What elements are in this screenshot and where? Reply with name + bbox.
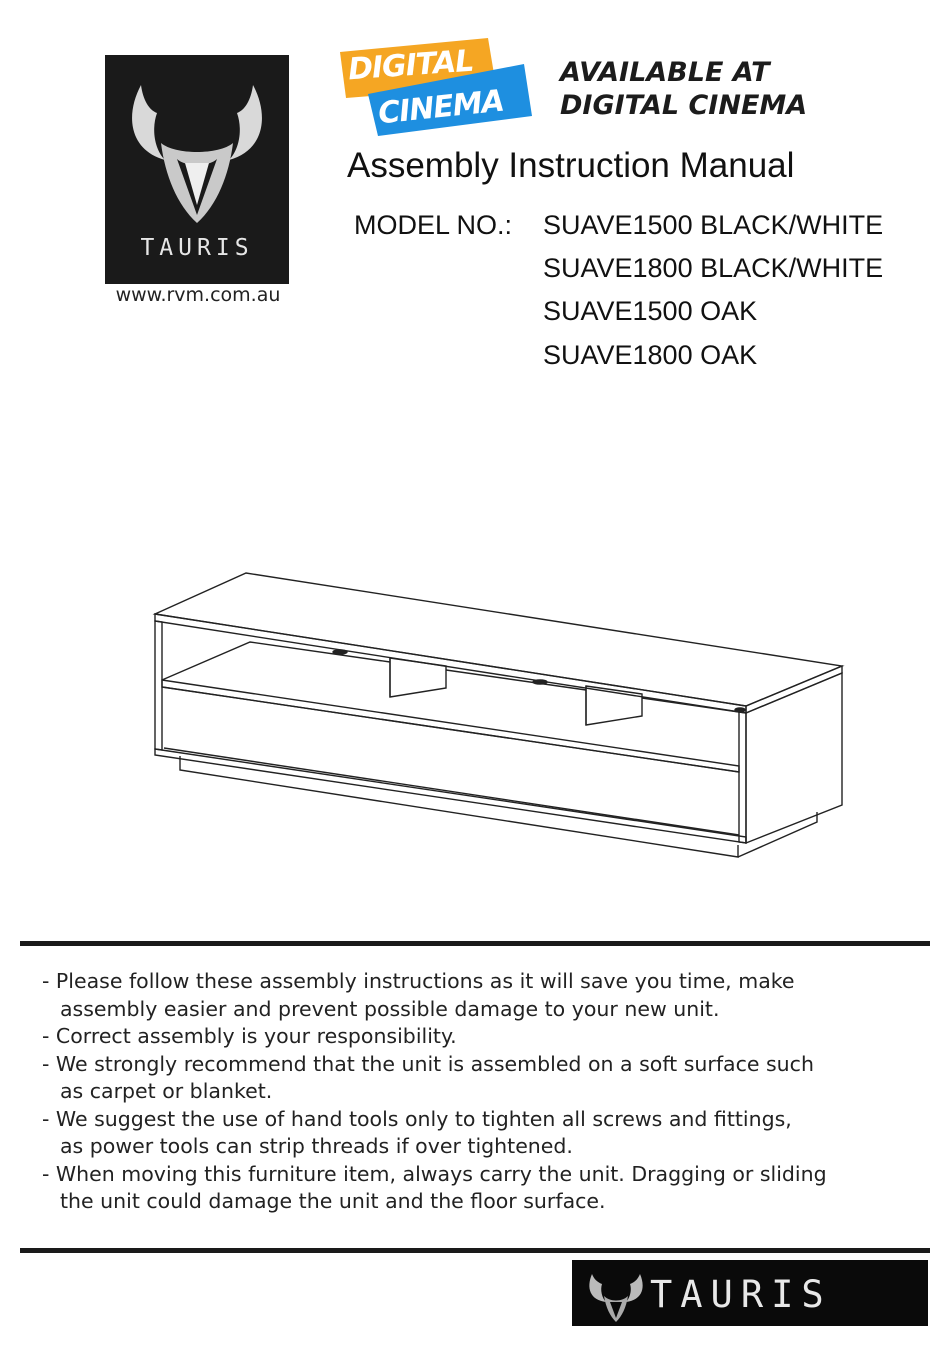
note-item: - When moving this furniture item, always carry the unit. Dragging or sliding the unit could damage the unit and the floor surface. [42, 1161, 827, 1213]
model-item: SUAVE1500 OAK [543, 296, 758, 326]
top-divider [20, 941, 930, 946]
footer-logo [572, 1260, 928, 1326]
note-item: - We strongly recommend that the unit is assembled on a soft surface such as carpet or blanket. [42, 1051, 814, 1103]
model-label: MODEL NO.: [354, 210, 513, 240]
model-item: SUAVE1800 BLACK/WHITE [543, 253, 884, 283]
badge-line1: DIGITAL [346, 43, 475, 88]
tv-unit-illustration [150, 570, 850, 865]
model-item: SUAVE1500 BLACK/WHITE [543, 210, 884, 240]
bull-head-icon [105, 55, 289, 235]
footer-brand-text: TAURIS [650, 1273, 832, 1316]
note-item: - Correct assembly is your responsibility. [42, 1024, 457, 1048]
badge-line2: CINEMA [376, 83, 506, 132]
available-at-text [560, 56, 807, 122]
bottom-divider [20, 1248, 930, 1253]
tauris-logo [105, 55, 289, 284]
manual-title: Assembly Instruction Manual [347, 146, 795, 185]
available-line1: AVAILABLE AT [560, 57, 770, 88]
logo-brand-text: TAURIS [140, 235, 254, 261]
digital-cinema-badge [338, 36, 538, 146]
assembly-notes [42, 968, 932, 1216]
note-item: - We suggest the use of hand tools only to tighten all screws and fittings, as power tools can strip threads if over tightened. [42, 1106, 792, 1158]
model-item: SUAVE1800 OAK [543, 340, 758, 370]
note-item: - Please follow these assembly instructions as it will save you time, make assembly easier and prevent possible damage to your new unit. [42, 969, 795, 1021]
available-line2: DIGITAL CINEMA [560, 90, 808, 121]
bull-head-icon [582, 1260, 652, 1326]
website-url: www.rvm.com.au [115, 284, 281, 306]
